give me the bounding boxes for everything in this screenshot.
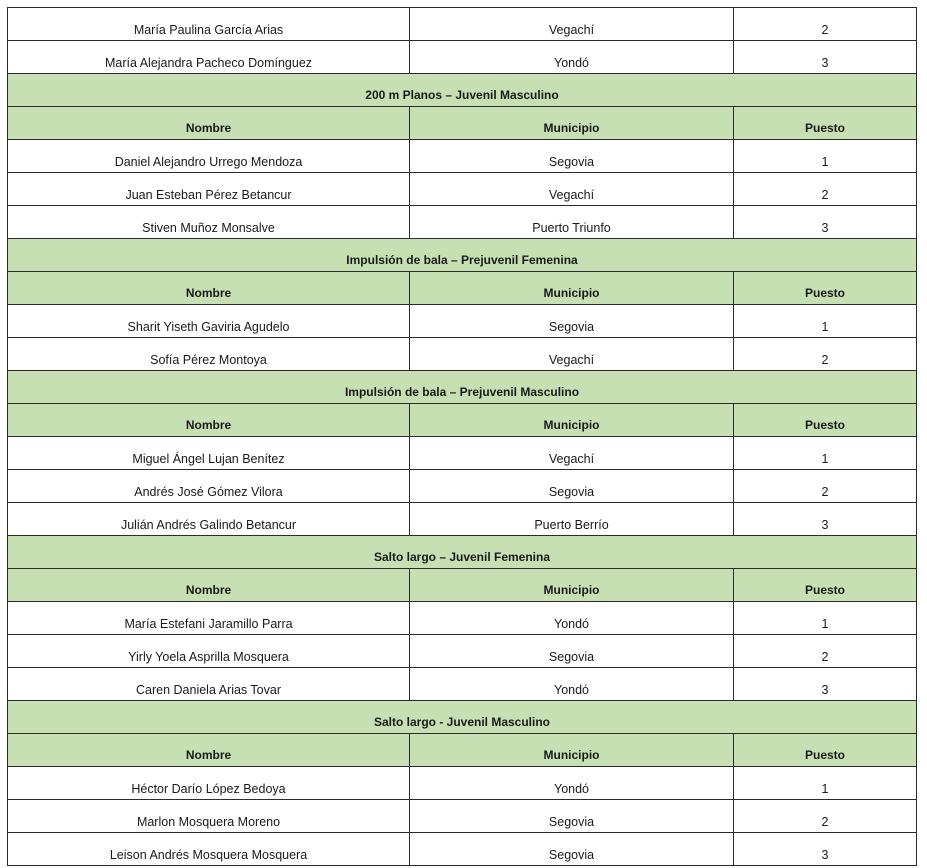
column-header-municipality: Municipio	[410, 404, 734, 437]
municipality-cell: Segovia	[410, 140, 734, 173]
column-header-name: Nombre	[8, 404, 410, 437]
table-row	[8, 8, 917, 41]
athlete-name-cell: Yirly Yoela Asprilla Mosquera	[8, 635, 410, 668]
column-header-place: Puesto	[734, 107, 917, 140]
table-row	[8, 437, 917, 470]
place-cell: 1	[734, 140, 917, 173]
column-header-place: Puesto	[734, 569, 917, 602]
column-header-row	[8, 734, 917, 767]
place-cell: 2	[734, 173, 917, 206]
athlete-name-cell: María Paulina García Arias	[8, 8, 410, 41]
place-cell: 1	[734, 305, 917, 338]
event-section-header	[8, 239, 917, 272]
municipality-cell: Vegachí	[410, 338, 734, 371]
municipality-cell: Vegachí	[410, 437, 734, 470]
table-row	[8, 173, 917, 206]
event-section-header	[8, 74, 917, 107]
municipality-cell: Segovia	[410, 833, 734, 866]
place-cell: 1	[734, 767, 917, 800]
municipality-cell: Vegachí	[410, 8, 734, 41]
place-cell: 2	[734, 338, 917, 371]
athlete-name-cell: Sofía Pérez Montoya	[8, 338, 410, 371]
municipality-cell: Vegachí	[410, 173, 734, 206]
place-cell: 2	[734, 8, 917, 41]
athlete-name-cell: Julián Andrés Galindo Betancur	[8, 503, 410, 536]
place-cell: 2	[734, 635, 917, 668]
place-cell: 3	[734, 668, 917, 701]
municipality-cell: Yondó	[410, 41, 734, 74]
column-header-name: Nombre	[8, 107, 410, 140]
athlete-name-cell: María Alejandra Pacheco Domínguez	[8, 41, 410, 74]
place-cell: 1	[734, 437, 917, 470]
place-cell: 3	[734, 833, 917, 866]
table-row	[8, 635, 917, 668]
event-title: Salto largo - Juvenil Masculino	[8, 701, 917, 734]
table-row	[8, 140, 917, 173]
event-title: Impulsión de bala – Prejuvenil Masculino	[8, 371, 917, 404]
place-cell: 3	[734, 41, 917, 74]
event-title: Impulsión de bala – Prejuvenil Femenina	[8, 239, 917, 272]
athlete-name-cell: Leison Andrés Mosquera Mosquera	[8, 833, 410, 866]
table-row	[8, 41, 917, 74]
event-title: Salto largo – Juvenil Femenina	[8, 536, 917, 569]
municipality-cell: Segovia	[410, 470, 734, 503]
municipality-cell: Segovia	[410, 635, 734, 668]
column-header-municipality: Municipio	[410, 272, 734, 305]
column-header-municipality: Municipio	[410, 569, 734, 602]
table-row	[8, 602, 917, 635]
place-cell: 2	[734, 800, 917, 833]
column-header-place: Puesto	[734, 404, 917, 437]
table-row	[8, 503, 917, 536]
athlete-name-cell: Daniel Alejandro Urrego Mendoza	[8, 140, 410, 173]
table-row	[8, 338, 917, 371]
column-header-place: Puesto	[734, 734, 917, 767]
column-header-row	[8, 569, 917, 602]
results-body	[8, 8, 917, 866]
place-cell: 3	[734, 503, 917, 536]
municipality-cell: Yondó	[410, 767, 734, 800]
event-section-header	[8, 371, 917, 404]
place-cell: 3	[734, 206, 917, 239]
athlete-name-cell: Marlon Mosquera Moreno	[8, 800, 410, 833]
municipality-cell: Puerto Triunfo	[410, 206, 734, 239]
table-row	[8, 833, 917, 866]
athlete-name-cell: Andrés José Gómez Vilora	[8, 470, 410, 503]
column-header-row	[8, 404, 917, 437]
column-header-municipality: Municipio	[410, 734, 734, 767]
athlete-name-cell: Miguel Ángel Lujan Benítez	[8, 437, 410, 470]
results-table	[7, 7, 917, 866]
athlete-name-cell: Juan Esteban Pérez Betancur	[8, 173, 410, 206]
place-cell: 1	[734, 602, 917, 635]
table-row	[8, 767, 917, 800]
column-header-name: Nombre	[8, 734, 410, 767]
table-row	[8, 305, 917, 338]
athlete-name-cell: Héctor Darío López Bedoya	[8, 767, 410, 800]
event-section-header	[8, 701, 917, 734]
place-cell: 2	[734, 470, 917, 503]
athlete-name-cell: Stiven Muñoz Monsalve	[8, 206, 410, 239]
athlete-name-cell: Caren Daniela Arias Tovar	[8, 668, 410, 701]
table-row	[8, 800, 917, 833]
athlete-name-cell: Sharit Yiseth Gaviria Agudelo	[8, 305, 410, 338]
column-header-place: Puesto	[734, 272, 917, 305]
municipality-cell: Yondó	[410, 602, 734, 635]
municipality-cell: Yondó	[410, 668, 734, 701]
table-row	[8, 668, 917, 701]
column-header-row	[8, 107, 917, 140]
column-header-name: Nombre	[8, 569, 410, 602]
column-header-name: Nombre	[8, 272, 410, 305]
athlete-name-cell: María Estefani Jaramillo Parra	[8, 602, 410, 635]
column-header-row	[8, 272, 917, 305]
table-row	[8, 470, 917, 503]
column-header-municipality: Municipio	[410, 107, 734, 140]
municipality-cell: Segovia	[410, 305, 734, 338]
municipality-cell: Segovia	[410, 800, 734, 833]
table-row	[8, 206, 917, 239]
event-title: 200 m Planos – Juvenil Masculino	[8, 74, 917, 107]
municipality-cell: Puerto Berrío	[410, 503, 734, 536]
event-section-header	[8, 536, 917, 569]
